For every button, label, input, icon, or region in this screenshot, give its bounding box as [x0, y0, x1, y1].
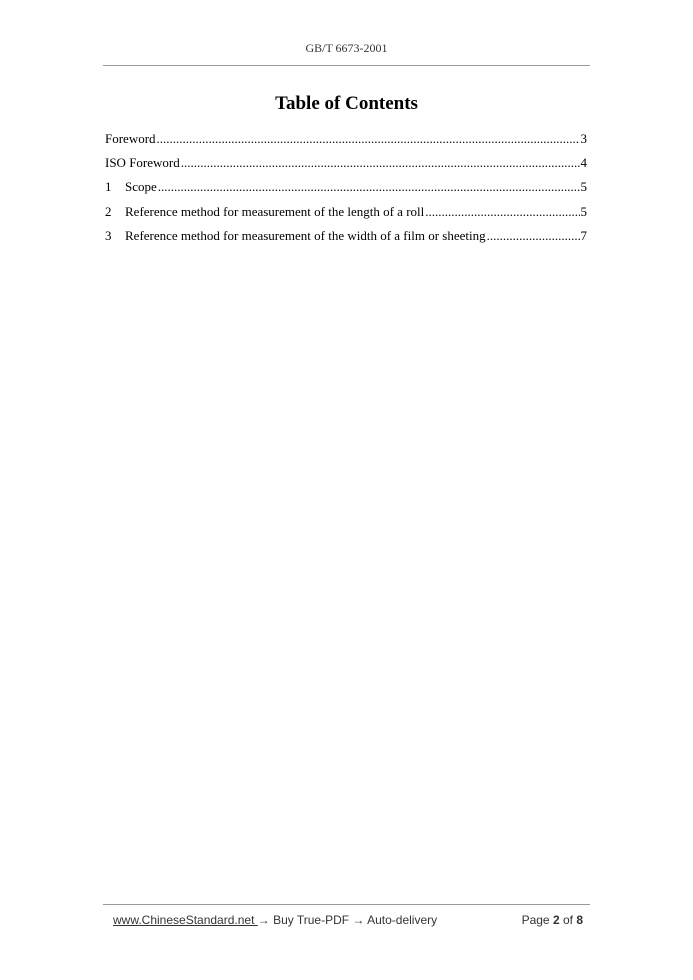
- toc-entry-label: ISO Foreword: [105, 155, 180, 171]
- toc-entry-iso-foreword[interactable]: [105, 155, 587, 179]
- toc-title: Table of Contents: [275, 93, 418, 114]
- toc-entry-label: Foreword: [105, 131, 156, 146]
- footer-divider: [103, 904, 590, 905]
- buy-pdf-text: Buy True-PDF: [269, 913, 353, 927]
- page-total: 8: [576, 913, 583, 927]
- header-divider: [103, 65, 590, 66]
- footer-promo: [113, 913, 437, 927]
- arrow-right-icon: →: [257, 913, 270, 927]
- toc-dot-leader: [425, 204, 579, 220]
- toc-entry-label: Reference method for measurement of the length of a roll: [125, 203, 425, 219]
- toc-entry-page: 5: [580, 203, 587, 219]
- arrow-right-icon: →: [352, 913, 365, 927]
- toc-dot-leader: [181, 155, 580, 171]
- toc-list: [105, 131, 587, 252]
- toc-entry-number: 2: [105, 203, 112, 219]
- toc-dot-leader: [158, 179, 580, 195]
- page-of: of: [559, 913, 577, 927]
- page-counter: [522, 913, 583, 927]
- toc-entry-foreword[interactable]: [105, 131, 587, 155]
- toc-entry-number: 1: [105, 179, 112, 195]
- auto-delivery-text: Auto-delivery: [364, 913, 438, 927]
- page-word: Page: [521, 913, 553, 927]
- site-link[interactable]: www.ChineseStandard.net: [113, 913, 258, 927]
- page-footer: [113, 913, 583, 927]
- toc-entry-number: 3: [105, 227, 112, 243]
- toc-entry-page: 5: [580, 179, 587, 195]
- toc-entry-page: 4: [580, 155, 587, 171]
- toc-entry-scope[interactable]: [105, 179, 587, 203]
- toc-entry-width-method[interactable]: [105, 228, 587, 252]
- toc-dot-leader: [157, 131, 580, 147]
- toc-entry-page: 7: [580, 227, 587, 243]
- toc-entry-label: Reference method for measurement of the width of a film or sheeting: [125, 227, 486, 243]
- toc-entry-length-method[interactable]: [105, 204, 587, 228]
- toc-entry-label: Scope: [125, 179, 157, 195]
- page-current: 2: [552, 913, 560, 927]
- toc-dot-leader: [487, 228, 580, 244]
- toc-entry-page: 3: [580, 131, 587, 146]
- running-header: GB/T 6673-2001: [305, 41, 388, 55]
